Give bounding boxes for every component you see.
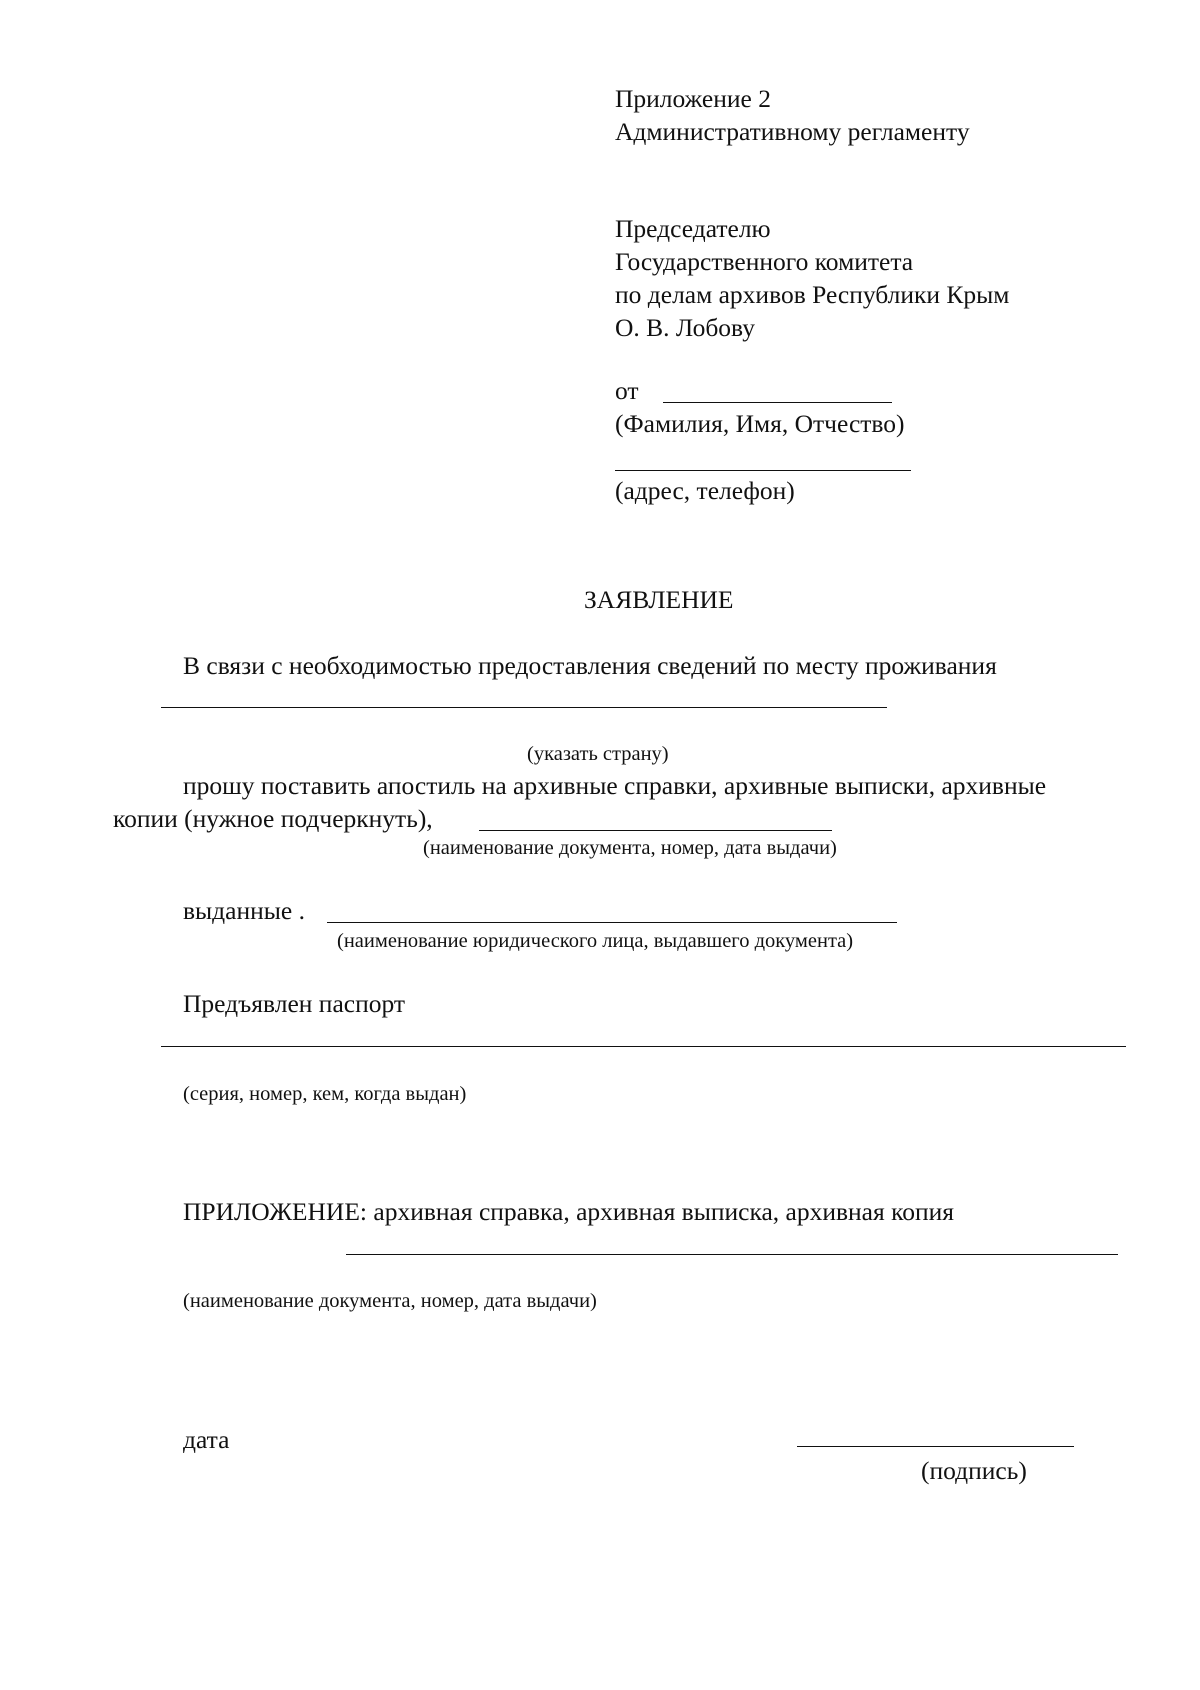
addressee-line: Председателю xyxy=(615,214,771,243)
addressee-line: Государственного комитета xyxy=(615,247,914,276)
issuer-caption: (наименование юридического лица, выдавшего документа) xyxy=(337,930,854,952)
passport-label: Предъявлен паспорт xyxy=(183,989,406,1018)
appendix-regulation: Административному регламенту xyxy=(615,117,970,146)
country-line[interactable] xyxy=(161,707,887,708)
attachment-caption: (наименование документа, номер, дата выдачи) xyxy=(183,1290,597,1312)
issuer-line[interactable] xyxy=(327,922,897,923)
from-label: от xyxy=(615,376,639,405)
passport-line[interactable] xyxy=(161,1046,1126,1047)
addressee-line: О. В. Лобову xyxy=(615,313,755,342)
request-text: прошу поставить апостиль на архивные справки, архивные выписки, архивные xyxy=(183,771,1047,800)
addressee-line: по делам архивов Республики Крым xyxy=(615,280,1010,309)
date-label: дата xyxy=(183,1425,230,1454)
request-text: копии (нужное подчеркнуть), xyxy=(113,804,433,833)
signature-caption: (подпись) xyxy=(921,1456,1027,1485)
appendix-number: Приложение 2 xyxy=(615,84,771,113)
address-caption: (адрес, телефон) xyxy=(615,476,795,505)
document-title: ЗАЯВЛЕНИЕ xyxy=(584,585,734,614)
address-line[interactable] xyxy=(615,470,911,471)
intro-text: В связи с необходимостью предоставления сведений по месту проживания xyxy=(183,651,997,680)
passport-caption: (серия, номер, кем, когда выдан) xyxy=(183,1083,467,1105)
issued-label: выданные . xyxy=(183,896,305,925)
country-caption: (указать страну) xyxy=(527,743,669,765)
document-line[interactable] xyxy=(479,830,832,831)
signature-line[interactable] xyxy=(797,1446,1074,1447)
document-caption: (наименование документа, номер, дата выдачи) xyxy=(423,837,837,859)
attachment-label: ПРИЛОЖЕНИЕ: архивная справка, архивная выписка, архивная копия xyxy=(183,1197,954,1226)
from-name-caption: (Фамилия, Имя, Отчество) xyxy=(615,409,905,438)
from-name-line[interactable] xyxy=(663,402,892,403)
attachment-line[interactable] xyxy=(346,1254,1118,1255)
